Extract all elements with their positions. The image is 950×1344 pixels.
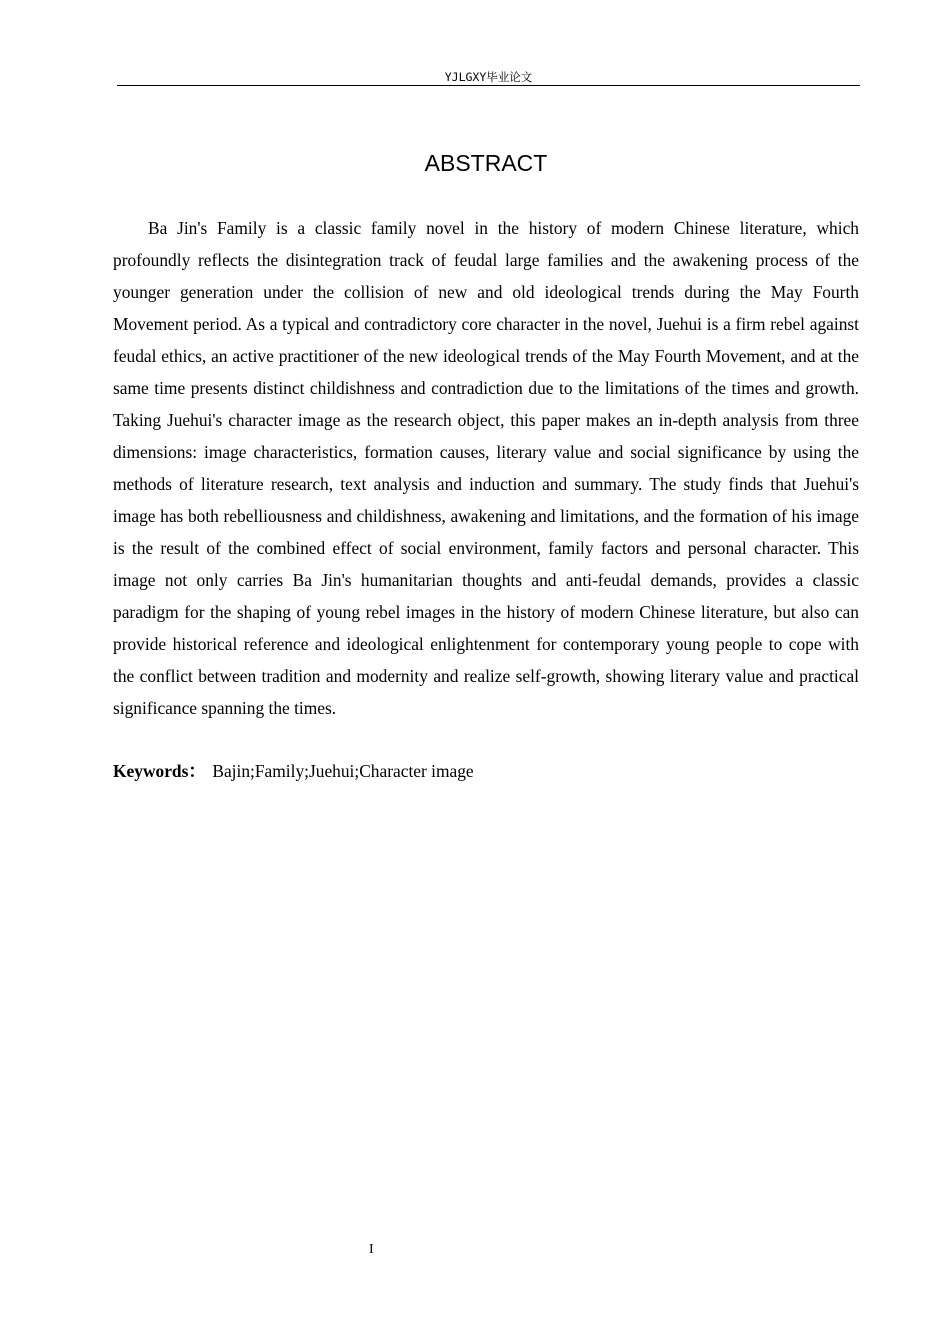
keywords-separator: ： — [188, 761, 206, 781]
page-header — [117, 68, 860, 86]
keywords-line — [113, 755, 859, 787]
abstract-title: ABSTRACT — [424, 150, 548, 176]
keywords-label: Keywords — [113, 761, 189, 781]
header-text: YJLGXY毕业论文 — [444, 70, 533, 84]
page-number: I — [369, 1242, 374, 1257]
abstract-body: Ba Jin's Family is a classic family novel in the history of modern Chinese literature, which profoundly reflects the disintegration track of feudal large families and the awakening process of the younger generation under the collision of new and old ideological trends during the May Fourth Movement period. As a typical and contradictory core character in the novel, Juehui is a firm rebel against feudal ethics, an active practitioner of the new ideological trends of the May Fourth Movement, and at the same time presents distinct childishness and contradiction due to the limitations of the times and growth. Taking Juehui's character image as the research object, this paper makes an in-depth analysis from three dimensions: image characteristics, formation causes, literary value and social significance by using the methods of literature research, text analysis and induction and summary. The study finds that Juehui's image has both rebelliousness and childishness, awakening and limitations, and the formation of his image is the result of the combined effect of social environment, family factors and personal character. This image not only carries Ba Jin's humanitarian thoughts and anti-feudal demands, provides a classic paradigm for the shaping of young rebel images in the history of modern Chinese literature, but also can provide historical reference and ideological enlightenment for contemporary young people to cope with the conflict between tradition and modernity and realize self-growth, showing literary value and practical significance spanning the times. — [113, 218, 859, 718]
keywords-value: Bajin;Family;Juehui;Character image — [212, 761, 474, 781]
